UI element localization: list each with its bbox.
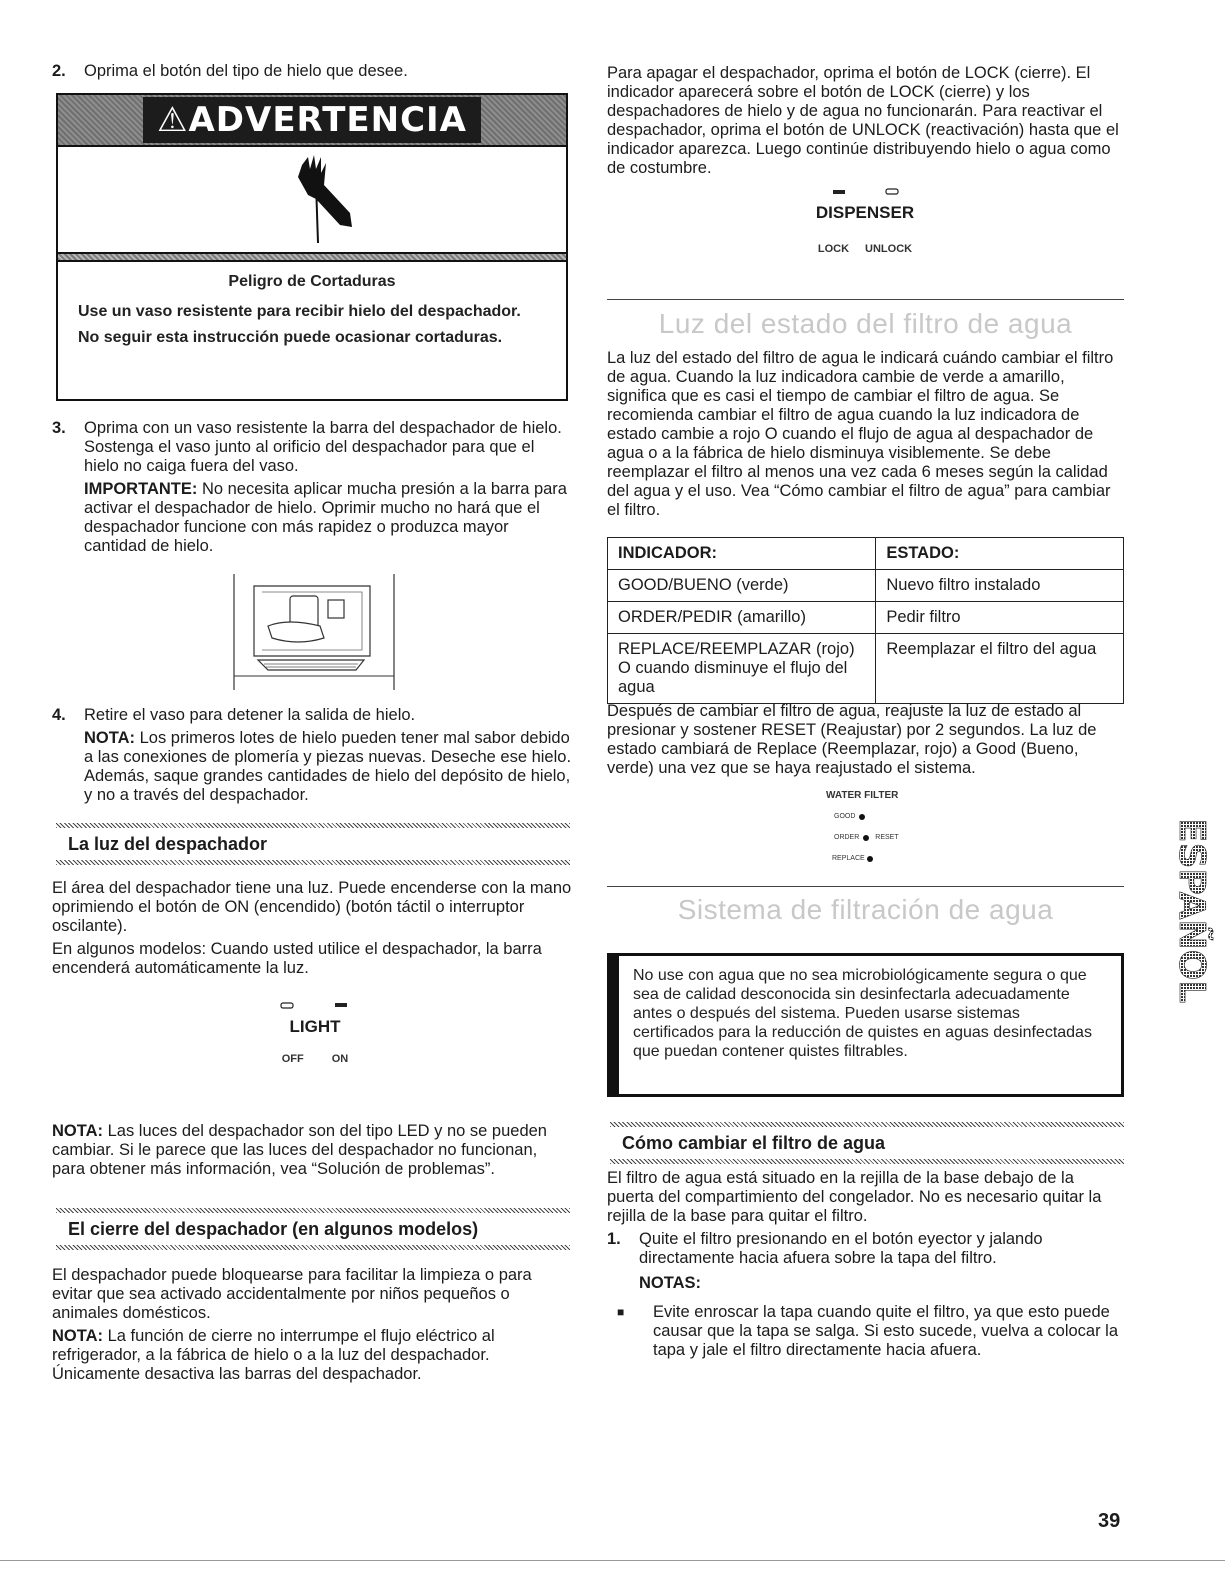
light-section-body [52, 879, 572, 978]
light-note [52, 1122, 572, 1179]
replace-label: REPLACE [832, 855, 865, 862]
heading-text: El cierre del despachador (en algunos modelos) [68, 1219, 479, 1239]
paragraph: El filtro de agua está situado en la rejilla de la base debajo de la puerta del compartimiento del congelador. No es necesario quitar la rejilla de la base para quitar el filtro. [607, 1169, 1102, 1225]
panel-label: DISPENSER [815, 203, 915, 222]
hatch-rule [56, 860, 570, 865]
hatch-rule [610, 1159, 1124, 1164]
lock-button[interactable]: LOCK [817, 243, 850, 255]
heading-text: La luz del despachador [68, 834, 268, 854]
section-heading-lock [56, 1208, 570, 1250]
change-filter-body [607, 1169, 1124, 1360]
bullet-icon: ■ [617, 1305, 625, 1319]
table-header: ESTADO: [876, 538, 1124, 570]
filter-warning-box [607, 953, 1124, 1097]
step-text: Quite el filtro presionando en el botón eyector y jalando directamente hacia afuera sobre la tapa del filtro. [639, 1230, 1043, 1267]
warning-header [58, 95, 566, 147]
step-number: 3. [52, 419, 66, 437]
page-number: 39 [1098, 1510, 1121, 1532]
replace-indicator-icon [867, 856, 873, 862]
step-number: 4. [52, 706, 66, 724]
paragraph: El despachador puede bloquearse para facilitar la limpieza o para evitar que sea activado accidentalmente por niños pequeños o animales domésticos. [52, 1266, 532, 1322]
warning-box [56, 93, 568, 401]
good-indicator-icon [859, 814, 865, 820]
paragraph: El área del despachador tiene una luz. Puede encenderse con la mano oprimiendo el botón de ON (encendido) (botón táctil o interruptor oscilante). [52, 879, 572, 935]
section-heading-change-filter [610, 1122, 1124, 1164]
dispenser-panel [790, 184, 940, 259]
unlock-button[interactable]: UNLOCK [865, 243, 913, 255]
warning-body [58, 262, 566, 348]
left-column [52, 62, 572, 81]
table-cell: GOOD/BUENO (verde) [608, 570, 876, 602]
step-text: Oprima con un vaso resistente la barra del despachador de hielo. Sostenga el vaso junto al orificio del despachador para que el hielo no caiga fuera del vaso. [84, 419, 562, 475]
light-indicators [240, 998, 390, 1012]
note-text: Las luces del despachador son del tipo LED y no se pueden cambiar. Si le parece que las luces del despachador no funcionan, para obtener más información, vea “Solución de problemas”. [52, 1122, 547, 1178]
table-header: INDICADOR: [608, 538, 876, 570]
dispenser-indicators [790, 184, 940, 198]
hatch-rule [56, 1245, 570, 1250]
warning-line-2: No seguir esta instrucción puede ocasionar cortaduras. [78, 329, 503, 346]
panel-label: LIGHT [289, 1017, 341, 1036]
table-cell: REPLACE/REEMPLAZAR (rojo) O cuando disminuye el flujo del agua [608, 634, 876, 704]
box-text: No use con agua que no sea microbiológicamente segura o que sea de calidad desconocida sin desinfectarla adecuadamente antes o después del sistema. Pueden usarse sistemas certificados para la reducción de quistes en aguas desinfectadas que puedan contener quistes filtrables. [633, 967, 1092, 1060]
step-2 [52, 62, 572, 81]
notes-label: NOTAS: [639, 1274, 702, 1292]
important-text: No necesita aplicar mucha presión a la barra para activar el despachador de hielo. Oprimir mucho no hará que el despachador funcione con más rapidez o produzca mayor cantidad de hielo. [84, 480, 567, 555]
reset-button[interactable]: RESET [875, 834, 899, 841]
important-label: IMPORTANTE: [84, 480, 198, 498]
important-note [84, 480, 572, 556]
table-cell: Reemplazar el filtro del agua [876, 634, 1124, 704]
warning-divider [58, 254, 566, 262]
order-indicator-icon [863, 835, 869, 841]
step-number: 2. [52, 62, 66, 80]
good-label: GOOD [834, 813, 856, 820]
section-rule [607, 886, 1124, 887]
panel-title: WATER FILTER [826, 790, 899, 801]
heading-text: Cómo cambiar el filtro de agua [622, 1133, 886, 1153]
note-text: La función de cierre no interrumpe el flujo eléctrico al refrigerador, a la fábrica de hielo o a la luz del despachador. Únicamente desactiva las barras del despachador. [52, 1327, 495, 1383]
step-number: 1. [607, 1230, 621, 1248]
note-label: NOTA: [52, 1122, 104, 1140]
bullet-text: Evite enroscar la tapa cuando quite el filtro, ya que esto puede causar que la tapa se salga. Si esto sucede, vuelva a colocar la tapa y jale el filtro directamente hacia afuera. [653, 1303, 1119, 1359]
note [52, 1327, 572, 1384]
cut-hazard-icon [58, 147, 566, 254]
language-side-tab [1152, 818, 1212, 1030]
side-tab-label: ESPAÑOL [1171, 818, 1212, 1004]
on-button[interactable]: ON [331, 1053, 349, 1065]
warning-title: ⚠ADVERTENCIA [143, 97, 481, 143]
list-item [617, 1303, 1124, 1360]
table-row [608, 570, 1124, 602]
light-panel [240, 998, 390, 1069]
note-text: Los primeros lotes de hielo pueden tener mal sabor debido a las conexiones de plomería y piezas nuevas. Deseche ese hielo. Además, saque grandes cantidades de hielo del depósito de hielo, y no a través del despachador. [84, 729, 572, 804]
ice-dispenser-illustration [228, 574, 398, 695]
step-1 [607, 1230, 1124, 1293]
note-label: NOTA: [52, 1327, 104, 1345]
table-row [608, 634, 1124, 704]
table-cell: Nuevo filtro instalado [876, 570, 1124, 602]
paragraph: En algunos modelos: Cuando usted utilice el despachador, la barra encenderá automáticamente la luz. [52, 940, 542, 977]
paragraph: La luz del estado del filtro de agua le indicará cuándo cambiar el filtro de agua. Cuando la luz indicadora cambie de verde a amarillo, significa que es casi el tiempo de cambiar el filtro de agua. Se recomienda cambiar el filtro de agua cuando la luz indicadora de estado cambie a rojo O cuando el flujo de agua al despachador de agua o a la fábrica de hielo disminuya visiblemente. Se debe reemplazar el filtro al menos una vez cada 6 meses según la calidad del agua y el uso. Vea “Cómo cambiar el filtro de agua” para cambiar el filtro. [607, 349, 1114, 519]
filter-status-table [607, 537, 1124, 704]
lock-instructions [607, 64, 1124, 178]
step-4 [52, 706, 572, 805]
filter-reset-text [607, 702, 1124, 778]
section-rule [607, 299, 1124, 300]
step-text: Retire el vaso para detener la salida de hielo. [84, 706, 416, 724]
bottom-rule [0, 1560, 1225, 1561]
note-label: NOTA: [84, 729, 136, 747]
note [84, 729, 572, 805]
order-label: ORDER [834, 834, 860, 841]
off-button[interactable]: OFF [281, 1053, 304, 1065]
table-cell: Pedir filtro [876, 602, 1124, 634]
paragraph: Para apagar el despachador, oprima el botón de LOCK (cierre). El indicador aparecerá sobre el botón de LOCK (cierre) y los despachadores de hielo y de agua no funcionarán. Para reactivar el despachador, oprima el botón de UNLOCK (reactivación) hasta que el indicador aparezca. Luego continúe distribuyendo hielo o agua como de costumbre. [607, 64, 1119, 177]
table-header-row [608, 538, 1124, 570]
step-text: Oprima el botón del tipo de hielo que desee. [84, 62, 408, 80]
paragraph: Después de cambiar el filtro de agua, reajuste la luz de estado al presionar y sostener RESET (Reajustar) por 2 segundos. La luz de estado cambiará de Replace (Reemplazar, rojo) a Good (Bueno, verde) una vez que se haya reajustado el sistema. [607, 702, 1097, 777]
warning-line-1: Use un vaso resistente para recibir hielo del despachador. [78, 303, 521, 320]
water-filter-panel [826, 790, 946, 864]
filter-light-body [607, 349, 1124, 520]
step-3 [52, 419, 572, 556]
section-heading-light [56, 823, 570, 865]
section-title-filter-light: Luz del estado del filtro de agua [658, 308, 1073, 339]
lock-section-body [52, 1266, 572, 1384]
section-title-filter-system: Sistema de filtración de agua [677, 894, 1054, 925]
danger-heading: Peligro de Cortaduras [228, 273, 396, 290]
table-row [608, 602, 1124, 634]
table-cell: ORDER/PEDIR (amarillo) [608, 602, 876, 634]
